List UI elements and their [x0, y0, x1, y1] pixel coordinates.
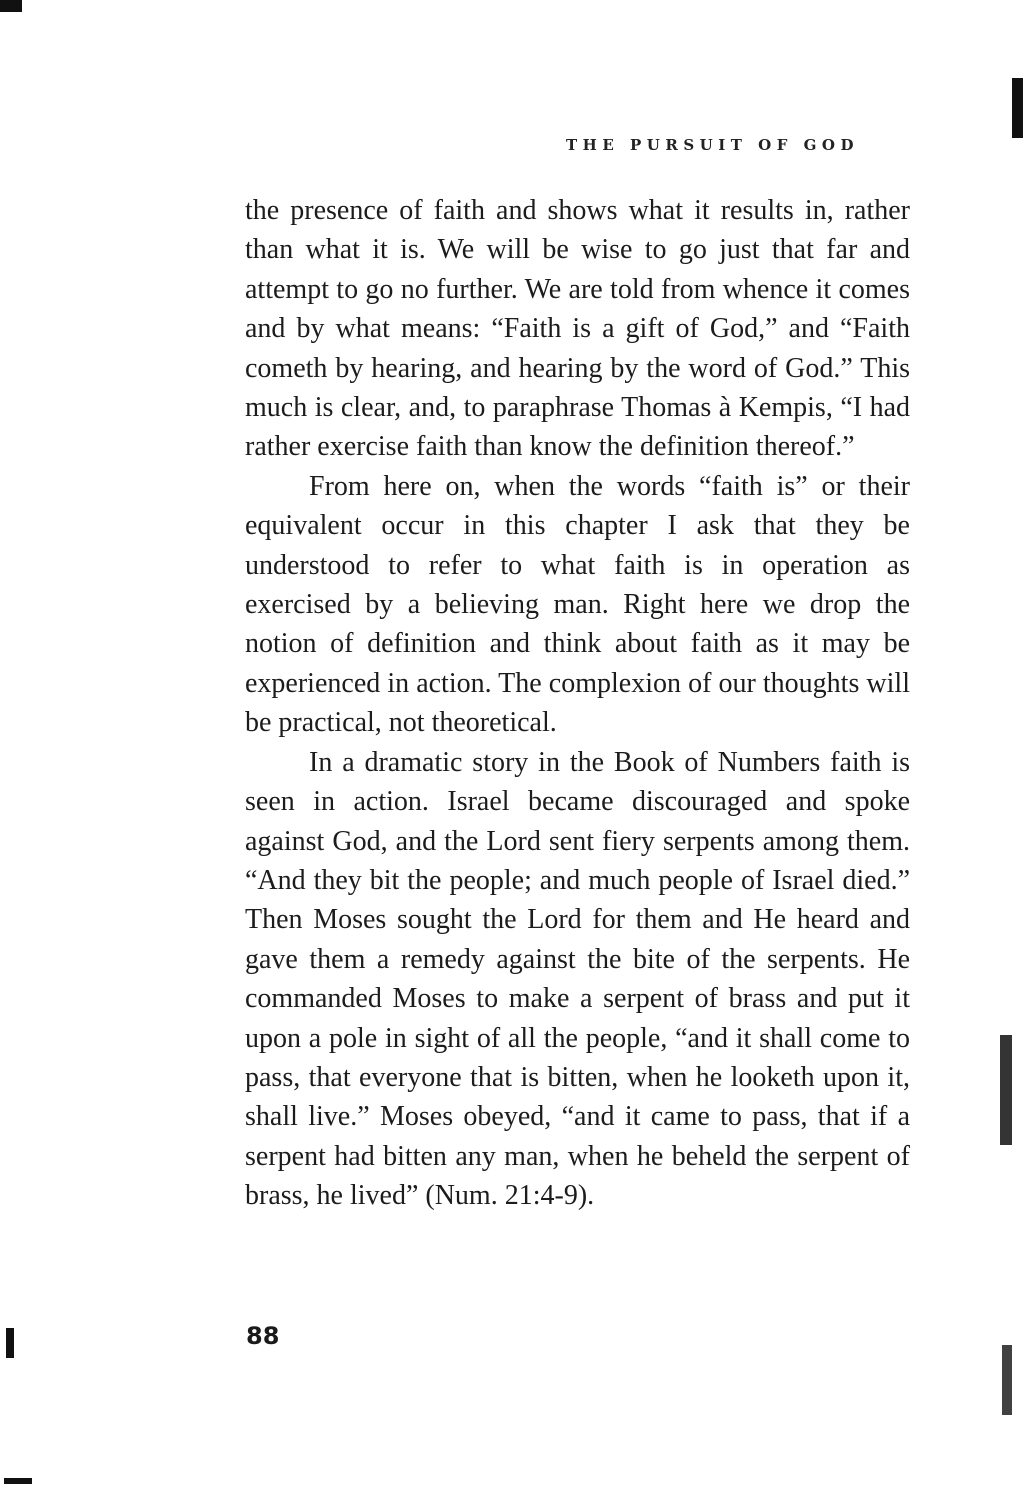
paragraph-3: In a dramatic story in the Book of Numbers faith is seen in action. Israel became discouraged and spoke against God, and the Lord sent fiery serpents among them. “And they bit the people; and much people of Israel died.” Then Moses sought the Lord for them and He heard and gave them a remedy against the bite of the serpents. He commanded Moses to make a serpent of brass and put it upon a pole in sight of all the people, “and it shall come to pass, that everyone that is bitten, when he looketh upon it, shall live.” Moses obeyed, “and it came to pass, that if a serpent had bitten any man, when he beheld the serpent of brass, he lived” (Num. 21:4-9).: [245, 746, 910, 1212]
scan-mark-left-bottom: [6, 1328, 14, 1358]
scan-mark-right-middle: [1000, 1035, 1012, 1145]
scan-mark-right-bottom: [1002, 1345, 1012, 1415]
running-head: THE PURSUIT OF GOD: [566, 136, 859, 154]
scan-mark-top-right: [1012, 78, 1023, 138]
scan-mark-top-left: [0, 0, 22, 12]
paragraph-1: the presence of faith and shows what it results in, rather than what it is. We will be wise to go just that far and attempt to go no further. We are told from whence it comes and by what means: “Faith is a gift of God,” and “Faith cometh by hearing, and hearing by the word of God.” This much is clear, and, to paraphrase Thomas à Kempis, “I had rather exercise faith than know the definition thereof.”: [245, 195, 910, 463]
scan-mark-bottom-left: [4, 1478, 32, 1484]
paragraph-2: From here on, when the words “faith is” or their equivalent occur in this chapter I ask that they be understood to refer to what faith is in operation as exercised by a believing man. Right here we drop the notion of definition and think about faith as it may be experienced in action. The complexion of our thoughts will be practical, not theoretical.: [245, 470, 910, 739]
page-number: 88: [246, 1322, 280, 1350]
body-text: [245, 191, 910, 1216]
